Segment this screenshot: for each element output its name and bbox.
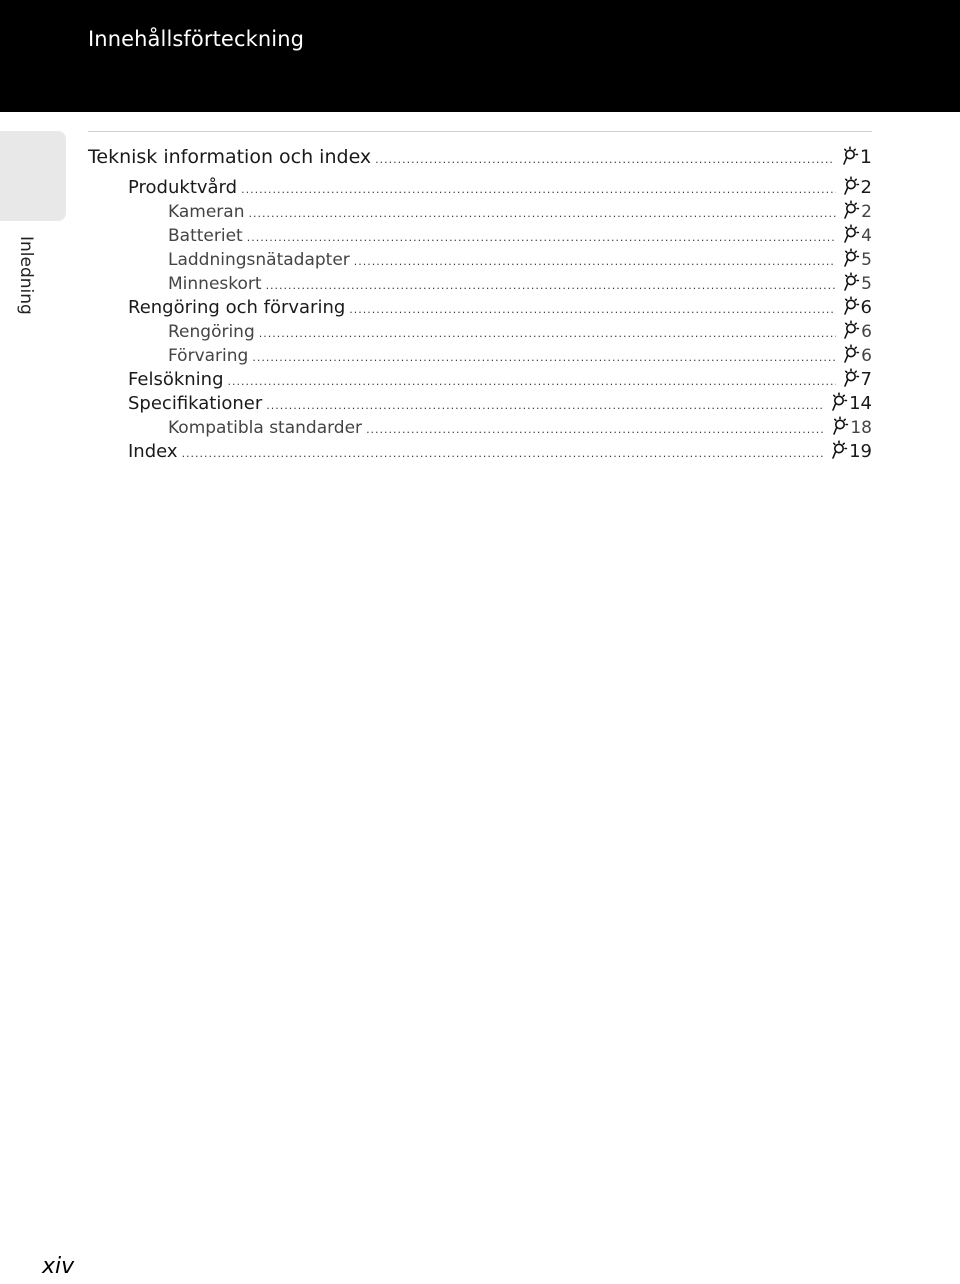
toc-page-number: 1 — [859, 146, 872, 168]
toc-page-number: 14 — [849, 393, 872, 414]
reference-page-icon — [828, 440, 848, 460]
toc-entry-page — [840, 317, 872, 343]
toc-entry-title: Laddningsnätadapter — [168, 250, 350, 270]
toc-leader-dots — [182, 443, 825, 465]
toc-entry-page — [840, 173, 872, 199]
toc-entry-page — [828, 389, 872, 415]
toc-page-number: 4 — [861, 226, 872, 246]
toc-entry-title: Rengöring och förvaring — [128, 297, 346, 318]
toc-entry[interactable] — [88, 143, 872, 173]
toc-page-number: 6 — [861, 322, 872, 342]
reference-page-icon — [840, 368, 860, 388]
toc-entry-page — [840, 293, 872, 319]
page-number: xiv — [42, 1254, 75, 1279]
reference-page-icon — [839, 146, 859, 166]
reference-page-icon — [840, 224, 860, 244]
toc-entry-page — [828, 437, 872, 463]
reference-page-icon — [840, 248, 860, 268]
toc-leader-dots — [259, 323, 836, 345]
toc-entry-page — [840, 341, 872, 367]
toc-entry-title: Kameran — [168, 202, 245, 222]
reference-page-icon — [840, 320, 860, 340]
toc-entry-title: Kompatibla standarder — [168, 418, 363, 438]
side-tab-label: Inledning — [16, 236, 36, 315]
toc-entry-page — [829, 413, 872, 439]
toc-entry-title: Produktvård — [128, 177, 238, 198]
toc-leader-dots — [241, 179, 835, 201]
toc-entry-title: Index — [128, 441, 178, 462]
reference-page-icon — [840, 200, 860, 220]
toc-entry-page — [840, 197, 872, 223]
toc-leader-dots — [366, 419, 825, 441]
reference-page-icon — [828, 392, 848, 412]
toc-page-number: 18 — [850, 418, 872, 438]
toc-leader-dots — [266, 275, 837, 297]
page-title: Innehållsförteckning — [88, 27, 305, 51]
toc-page-number: 6 — [861, 346, 872, 366]
toc-leader-dots — [248, 203, 836, 225]
toc-page-number: 2 — [861, 202, 872, 222]
toc-page-number: 5 — [861, 274, 872, 294]
header-bar — [0, 0, 960, 112]
toc-leader-dots — [349, 299, 835, 321]
toc-entry-title: Batteriet — [168, 226, 243, 246]
toc-leader-dots — [354, 251, 836, 273]
toc-entry-page — [840, 245, 872, 271]
toc-entry-title: Minneskort — [168, 274, 262, 294]
reference-page-icon — [840, 272, 860, 292]
reference-page-icon — [840, 296, 860, 316]
table-of-contents — [88, 143, 872, 461]
toc-entry-page — [839, 143, 872, 170]
toc-leader-dots — [252, 347, 836, 369]
toc-entry[interactable] — [88, 173, 872, 197]
toc-page-number: 19 — [849, 441, 872, 462]
toc-entry-title: Rengöring — [168, 322, 255, 342]
toc-leader-dots — [228, 371, 836, 393]
toc-page-number: 5 — [861, 250, 872, 270]
reference-page-icon — [840, 344, 860, 364]
reference-page-icon — [829, 416, 849, 436]
reference-page-icon — [840, 176, 860, 196]
side-tab[interactable] — [0, 131, 66, 221]
toc-page-number: 2 — [860, 177, 872, 198]
toc-page-number: 7 — [860, 369, 872, 390]
toc-entry-title: Förvaring — [168, 346, 249, 366]
toc-entry-title: Felsökning — [128, 369, 224, 390]
toc-entry-page — [840, 365, 872, 391]
toc-entry-page — [840, 221, 872, 247]
toc-leader-dots — [375, 147, 835, 173]
toc-entry-title: Teknisk information och index — [88, 146, 372, 168]
toc-entry-page — [840, 269, 872, 295]
toc-leader-dots — [247, 227, 836, 249]
divider — [88, 131, 872, 132]
toc-entry-title: Specifikationer — [128, 393, 263, 414]
toc-leader-dots — [266, 395, 824, 417]
toc-page-number: 6 — [860, 297, 872, 318]
